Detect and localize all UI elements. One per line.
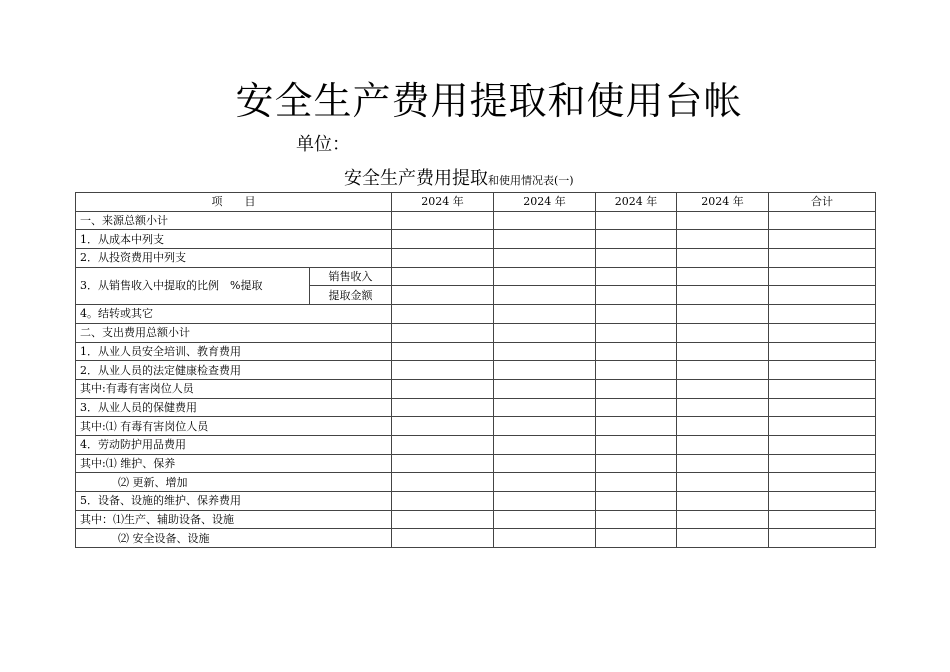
cell[interactable]	[769, 323, 876, 342]
cell[interactable]	[677, 267, 769, 286]
cell[interactable]	[769, 417, 876, 436]
cell[interactable]	[596, 305, 677, 324]
cell[interactable]	[494, 342, 596, 361]
cell[interactable]	[769, 492, 876, 511]
cell[interactable]	[392, 510, 494, 529]
cell[interactable]	[494, 398, 596, 417]
cell[interactable]	[494, 454, 596, 473]
cell[interactable]	[596, 230, 677, 249]
subtitle-main: 安全生产费用提取	[344, 168, 488, 189]
cell[interactable]	[392, 230, 494, 249]
cell[interactable]	[596, 492, 677, 511]
header-total: 合计	[769, 193, 876, 212]
cell[interactable]	[677, 249, 769, 268]
cell[interactable]	[596, 417, 677, 436]
cell[interactable]	[494, 323, 596, 342]
cell[interactable]	[596, 286, 677, 305]
table-row	[76, 435, 876, 454]
row-label: 其中:有毒有害岗位人员	[76, 379, 392, 398]
header-row	[76, 193, 876, 212]
cell[interactable]	[677, 323, 769, 342]
row-label: 4．劳动防护用品费用	[76, 435, 392, 454]
cell[interactable]	[769, 230, 876, 249]
unit-label: 单位：	[296, 134, 350, 155]
cell[interactable]	[494, 379, 596, 398]
cell[interactable]	[392, 267, 494, 286]
cell[interactable]	[769, 510, 876, 529]
table-row	[76, 379, 876, 398]
cell[interactable]	[769, 379, 876, 398]
cell[interactable]	[596, 379, 677, 398]
cell[interactable]	[769, 286, 876, 305]
cell[interactable]	[596, 249, 677, 268]
cell[interactable]	[596, 342, 677, 361]
table-row	[76, 510, 876, 529]
sub-label-sales: 销售收入	[310, 267, 392, 286]
cell[interactable]	[596, 398, 677, 417]
cell[interactable]	[769, 361, 876, 380]
cell[interactable]	[677, 379, 769, 398]
row-label: 1．从成本中列支	[76, 230, 392, 249]
cell[interactable]	[494, 417, 596, 436]
cell[interactable]	[769, 454, 876, 473]
table-row	[76, 417, 876, 436]
cell[interactable]	[392, 361, 494, 380]
table-row	[76, 323, 876, 342]
cell[interactable]	[769, 529, 876, 548]
cell[interactable]	[596, 435, 677, 454]
cell[interactable]	[677, 435, 769, 454]
cell[interactable]	[677, 529, 769, 548]
header-year: 2024 年	[677, 193, 769, 212]
cell[interactable]	[392, 305, 494, 324]
cell[interactable]	[769, 435, 876, 454]
cell[interactable]	[392, 473, 494, 492]
cell[interactable]	[769, 211, 876, 230]
cell[interactable]	[596, 510, 677, 529]
cell[interactable]	[392, 492, 494, 511]
cell[interactable]	[677, 361, 769, 380]
row-label: 2．从业人员的法定健康检查费用	[76, 361, 392, 380]
cell[interactable]	[494, 267, 596, 286]
table-row	[76, 529, 876, 548]
cell[interactable]	[596, 473, 677, 492]
cell[interactable]	[677, 211, 769, 230]
cell[interactable]	[392, 435, 494, 454]
cell[interactable]	[677, 398, 769, 417]
table-row	[76, 398, 876, 417]
table-row	[76, 473, 876, 492]
cell[interactable]	[596, 323, 677, 342]
row-label: 1．从业人员安全培训、教育费用	[76, 342, 392, 361]
table-row	[76, 249, 876, 268]
table-row	[76, 305, 876, 324]
subtitle-small: 和使用情况表(一)	[488, 174, 574, 187]
page-title: 安全生产费用提取和使用台帐	[235, 79, 743, 123]
row-label: ⑵ 安全设备、设施	[76, 529, 392, 548]
row-label: 2．从投资费用中列支	[76, 249, 392, 268]
row-label: 3．从销售收入中提取的比例 %提取	[76, 267, 310, 304]
row-label: 二、支出费用总额小计	[76, 323, 392, 342]
cell[interactable]	[392, 342, 494, 361]
cell[interactable]	[596, 454, 677, 473]
cell[interactable]	[494, 305, 596, 324]
header-year: 2024 年	[494, 193, 596, 212]
cell[interactable]	[392, 529, 494, 548]
table-row	[76, 361, 876, 380]
cell[interactable]	[494, 361, 596, 380]
cell[interactable]	[494, 249, 596, 268]
cell[interactable]	[392, 249, 494, 268]
cell[interactable]	[392, 398, 494, 417]
cell[interactable]	[677, 454, 769, 473]
table-row	[76, 342, 876, 361]
cell[interactable]	[677, 286, 769, 305]
row-label: 一、来源总额小计	[76, 211, 392, 230]
cell[interactable]	[392, 211, 494, 230]
cell[interactable]	[392, 323, 494, 342]
cell[interactable]	[494, 286, 596, 305]
cell[interactable]	[769, 473, 876, 492]
cell[interactable]	[494, 230, 596, 249]
cell[interactable]	[392, 417, 494, 436]
cell[interactable]	[769, 342, 876, 361]
cell[interactable]	[677, 473, 769, 492]
cell[interactable]	[677, 305, 769, 324]
header-year: 2024 年	[392, 193, 494, 212]
cell[interactable]	[494, 211, 596, 230]
header-year: 2024 年	[596, 193, 677, 212]
table-row	[76, 492, 876, 511]
cell[interactable]	[677, 342, 769, 361]
row-label: 4。结转或其它	[76, 305, 392, 324]
sub-label-amount: 提取金额	[310, 286, 392, 305]
cell[interactable]	[494, 473, 596, 492]
table-row	[76, 267, 876, 286]
cell[interactable]	[769, 305, 876, 324]
row-label: 其中:⑴ 维护、保养	[76, 454, 392, 473]
cell[interactable]	[769, 267, 876, 286]
cell[interactable]	[596, 361, 677, 380]
cell[interactable]	[392, 286, 494, 305]
cell[interactable]	[677, 417, 769, 436]
cell[interactable]	[494, 510, 596, 529]
row-label: ⑵ 更新、增加	[76, 473, 392, 492]
cell[interactable]	[596, 211, 677, 230]
table-row	[76, 230, 876, 249]
cell[interactable]	[769, 398, 876, 417]
cell[interactable]	[494, 529, 596, 548]
cell[interactable]	[596, 529, 677, 548]
cell[interactable]	[677, 230, 769, 249]
cell[interactable]	[677, 510, 769, 529]
header-item: 项 目	[76, 193, 392, 212]
cell[interactable]	[494, 492, 596, 511]
row-label: 5．设备、设施的维护、保养费用	[76, 492, 392, 511]
row-label: 3．从业人员的保健费用	[76, 398, 392, 417]
cell[interactable]	[769, 249, 876, 268]
cell[interactable]	[392, 454, 494, 473]
row-label: 其中：⑴生产、辅助设备、设施	[76, 510, 392, 529]
table-subtitle	[344, 164, 574, 190]
cell[interactable]	[677, 492, 769, 511]
row-label: 其中:⑴ 有毒有害岗位人员	[76, 417, 392, 436]
table-row	[76, 454, 876, 473]
cell[interactable]	[596, 267, 677, 286]
table-row	[76, 211, 876, 230]
cell[interactable]	[392, 379, 494, 398]
cell[interactable]	[494, 435, 596, 454]
ledger-table	[75, 192, 876, 548]
